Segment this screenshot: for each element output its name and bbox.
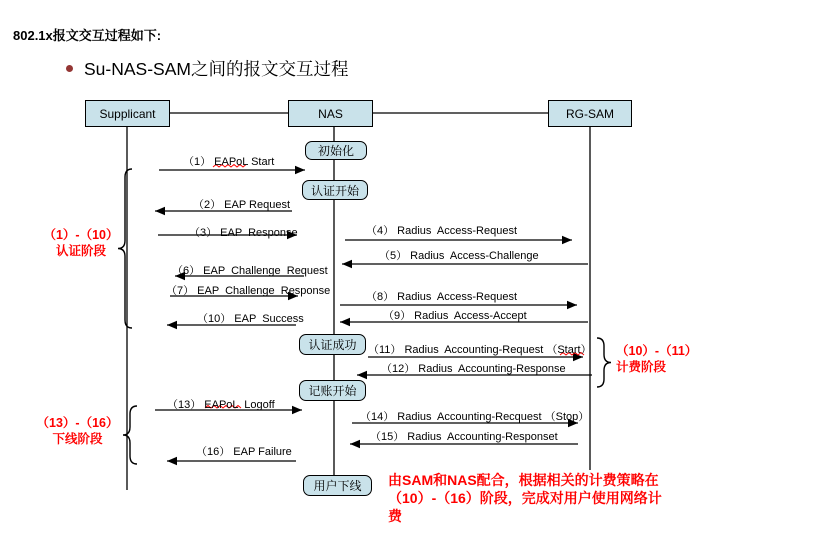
accounting-note-line: （10）-（16）阶段，完成对用户使用网络计	[388, 490, 662, 506]
message-label-radius-access-challenge: （5） Radius Access-Challenge	[379, 250, 539, 262]
phase-label-accounting-phase	[616, 344, 711, 375]
arrowhead-radius-accounting-response	[357, 371, 367, 379]
message-label-radius-accounting-response: （12） Radius Accounting-Response	[381, 363, 566, 375]
message-label-eap-success: （10） EAP Success	[197, 313, 304, 325]
message-label-radius-accounting-request-stop: （14） Radius Accounting-Recquest （Stop）	[360, 411, 590, 423]
message-label-eap-request: （2） EAP Request	[193, 199, 291, 211]
message-label-eapol-logoff: （13） EAPoL Logoff	[167, 399, 275, 411]
arrowhead-eap-failure	[167, 457, 177, 465]
arrowhead-eap-request	[155, 207, 165, 215]
arrowhead-radius-access-accept	[340, 318, 350, 326]
arrowhead-radius-access-request-2	[567, 301, 577, 309]
message-label-eap-response: （3） EAP Response	[189, 227, 298, 239]
message-label-radius-accounting-request-start: （11） Radius Accounting-Request （Start）	[368, 344, 592, 356]
arrowhead-radius-accounting-responset	[350, 440, 360, 448]
message-label-radius-access-request-1: （4） Radius Access-Request	[366, 225, 518, 237]
state-box-user-offline: 用户下线	[303, 475, 372, 496]
phase-label-line: （10）-（11）	[616, 344, 698, 358]
bullet-dot	[66, 65, 73, 72]
actor-box-nas: NAS	[288, 100, 373, 127]
accounting-note	[388, 471, 703, 525]
phase-label-line: （13）-（16）	[36, 416, 119, 430]
arrowhead-radius-access-challenge	[342, 260, 352, 268]
brace-accounting-phase	[597, 338, 611, 387]
phase-label-offline-phase	[30, 416, 125, 447]
actor-box-supplicant: Supplicant	[85, 100, 170, 127]
message-label-eap-failure: （16） EAP Failure	[196, 446, 292, 458]
state-box-init: 初始化	[305, 141, 367, 160]
phase-label-line: 认证阶段	[55, 243, 106, 258]
message-label-radius-access-accept: （9） Radius Access-Accept	[383, 310, 527, 322]
bullet-item-text: Su-NAS-SAM之间的报文交互过程	[84, 59, 349, 79]
arrowhead-eapol-start	[295, 166, 305, 174]
arrowhead-eap-success	[167, 321, 177, 329]
message-label-eapol-start: （1） EAPoL Start	[183, 156, 275, 168]
brace-offline-phase	[123, 406, 137, 464]
state-box-auth-success: 认证成功	[299, 334, 366, 355]
phase-label-line: （1）-（10）	[43, 228, 119, 242]
arrowhead-eapol-logoff	[292, 406, 302, 414]
phase-label-auth-phase	[36, 228, 126, 259]
state-box-accounting-start: 记账开始	[299, 380, 366, 401]
message-label-radius-accounting-responset: （15） Radius Accounting-Responset	[370, 431, 558, 443]
page-title: 802.1x报文交互过程如下:	[13, 28, 162, 43]
arrowhead-radius-access-request-1	[562, 236, 572, 244]
accounting-note-line: 费	[388, 508, 402, 524]
phase-label-line: 计费阶段	[616, 359, 667, 374]
phase-label-line: 下线阶段	[52, 431, 103, 446]
state-box-auth-start: 认证开始	[302, 180, 368, 200]
message-label-eap-challenge-request: （6） EAP Challenge Request	[172, 265, 328, 277]
actor-box-rg-sam: RG-SAM	[548, 100, 632, 127]
message-label-eap-challenge-response: （7） EAP Challenge Response	[166, 285, 331, 297]
accounting-note-line: 由SAM和NAS配合，根据相关的计费策略在	[388, 472, 659, 488]
message-label-radius-access-request-2: （8） Radius Access-Request	[366, 291, 518, 303]
